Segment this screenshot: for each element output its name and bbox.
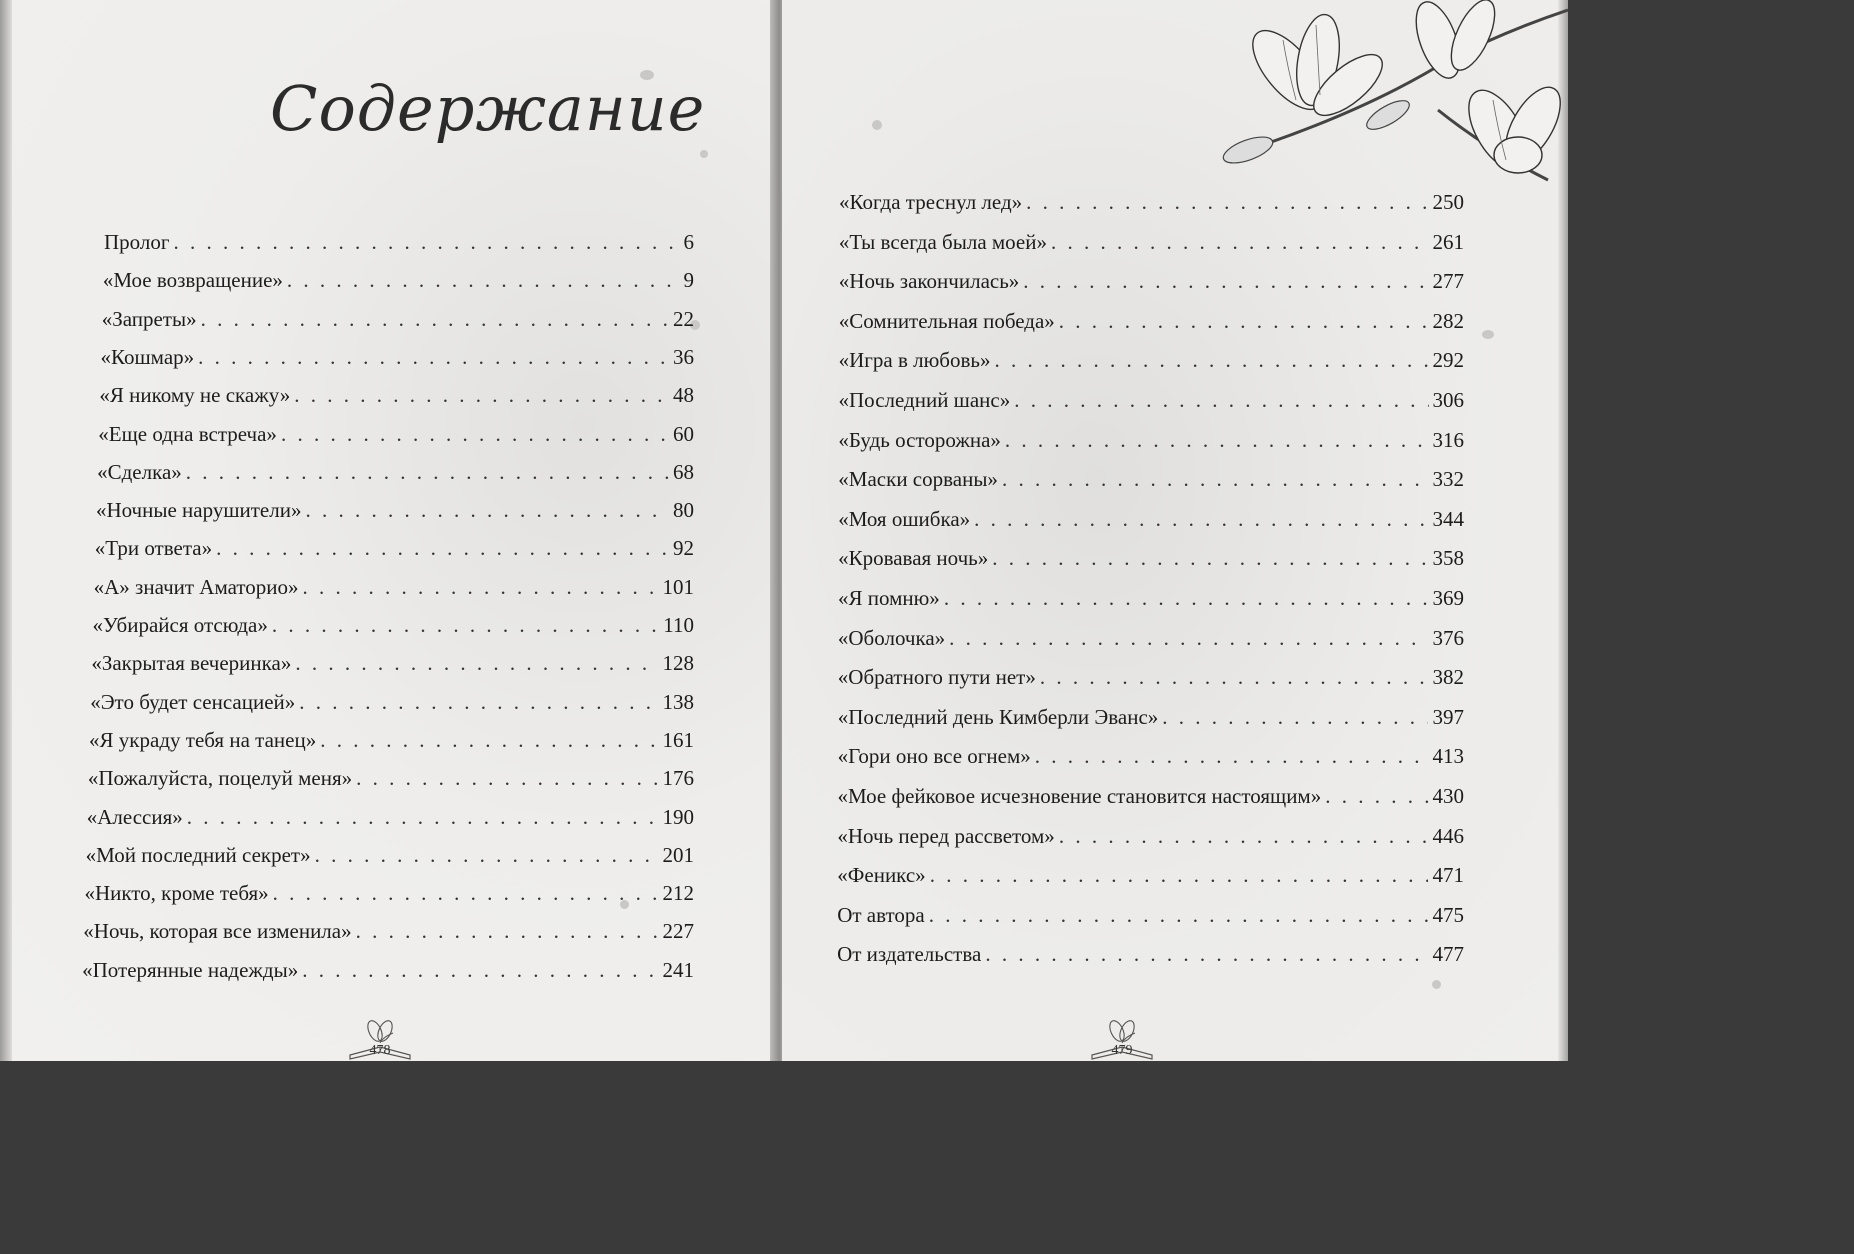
toc-entry-title: «Кошмар» <box>100 344 195 369</box>
toc-entry-title: «Игра в любовь» <box>838 348 991 373</box>
toc-entry <box>838 428 1464 453</box>
toc-entry-title: «Маски сорваны» <box>838 467 998 492</box>
toc-entry <box>838 546 1464 571</box>
toc-entry-title: «Я помню» <box>838 586 940 610</box>
toc-entry <box>84 881 694 906</box>
toc-entry-title: «Это будет сенсацией» <box>90 689 296 714</box>
dot-leader <box>992 546 1428 571</box>
dot-leader <box>1023 269 1428 294</box>
toc-entry-page: 60 <box>673 421 694 446</box>
toc-entry-title: «Закрытая вечеринка» <box>91 651 292 676</box>
toc-entry-title: «Я никому не скажу» <box>99 383 291 408</box>
toc-entry-title: «Кровавая ночь» <box>838 546 989 571</box>
toc-entry-title: Пролог <box>104 230 170 254</box>
dot-leader <box>929 903 1429 928</box>
toc-entry-title: «Ночные нарушители» <box>95 498 302 523</box>
dot-leader <box>302 958 658 983</box>
toc-entry-page: 430 <box>1432 784 1464 808</box>
toc-entry-page: 6 <box>683 230 694 254</box>
toc-entry-page: 128 <box>662 651 694 676</box>
toc-entry <box>101 345 694 370</box>
toc-entry-title: «Сделка» <box>97 459 182 484</box>
toc-entry-page: 227 <box>662 919 694 944</box>
toc-entry-title: «Пожалуйста, поцелуй меня» <box>87 766 353 791</box>
dot-leader <box>949 626 1428 651</box>
toc-entry-page: 250 <box>1432 190 1464 214</box>
toc-entry-title: «Последний день Кимберли Эванс» <box>837 704 1159 729</box>
toc-entry-page: 477 <box>1432 942 1464 967</box>
toc-entry <box>96 498 694 523</box>
dot-leader <box>1035 744 1429 769</box>
dot-leader <box>273 881 659 906</box>
toc-entry-page: 101 <box>662 574 694 599</box>
toc-entry <box>838 626 1464 651</box>
toc-entry-title: «Обратного пути нет» <box>837 665 1036 690</box>
toc-entry-title: «Когда треснул лед» <box>839 190 1023 214</box>
ink-speck <box>700 150 708 158</box>
dot-leader <box>974 507 1428 532</box>
toc-entry-title: «Мое фейковое исчезновение становится настоящим» <box>837 784 1322 808</box>
toc-entry <box>838 507 1464 532</box>
dot-leader <box>295 651 658 676</box>
dot-leader <box>272 613 659 638</box>
toc-entry <box>104 230 694 255</box>
dot-leader <box>173 230 679 255</box>
toc-entry <box>93 613 695 638</box>
toc-entry-title: «Ты всегда была моей» <box>838 229 1047 254</box>
page-edge <box>0 0 12 1061</box>
toc-entry-page: 306 <box>1432 388 1464 412</box>
toc-entry-page: 241 <box>662 957 694 982</box>
toc-entry-page: 68 <box>672 459 694 484</box>
dot-leader <box>315 843 659 868</box>
dot-leader <box>186 460 669 485</box>
toc-entry-title: «Ночь перед рассветом» <box>837 823 1055 848</box>
toc-entry-title: «Феникс» <box>837 863 926 888</box>
ink-speck <box>872 120 882 130</box>
toc-entry-title: «Убирайся отсюда» <box>92 613 268 637</box>
toc-entry-title: «Ночь закончилась» <box>838 269 1020 294</box>
toc-entry <box>839 269 1464 294</box>
toc-entry-page: 9 <box>683 268 694 293</box>
toc-entry-page: 475 <box>1432 902 1464 927</box>
toc-entry-page: 376 <box>1432 625 1464 650</box>
toc-entry <box>838 586 1464 611</box>
toc-entry <box>839 230 1464 255</box>
toc-entry-page: 190 <box>662 804 694 829</box>
toc-entry-page: 48 <box>672 383 694 408</box>
toc-entry-page: 369 <box>1432 586 1464 610</box>
toc-entry-title: «Ночь, которая все изменила» <box>83 919 352 944</box>
dot-leader <box>281 422 669 447</box>
toc-entry-page: 471 <box>1432 863 1464 888</box>
dot-leader <box>305 498 669 523</box>
dot-leader <box>1325 784 1428 809</box>
dot-leader <box>1059 309 1429 334</box>
toc-entry <box>91 651 694 676</box>
dot-leader <box>287 268 680 293</box>
dot-leader <box>1026 190 1428 215</box>
toc-entry-page: 292 <box>1432 348 1464 373</box>
dot-leader <box>294 383 669 408</box>
toc-entry-page: 277 <box>1432 269 1464 294</box>
toc-entry <box>837 942 1464 967</box>
toc-entry-title: «Гори оно все огнем» <box>837 744 1031 769</box>
dot-leader <box>1014 388 1428 413</box>
toc-entry <box>83 919 694 944</box>
dot-leader <box>216 536 669 561</box>
dot-leader <box>356 919 659 944</box>
toc-entry-page: 138 <box>662 689 694 714</box>
page-title: Содержание <box>270 72 706 145</box>
toc-entry-page: 316 <box>1432 427 1464 452</box>
toc-entry <box>837 824 1464 849</box>
dot-leader <box>1051 230 1428 255</box>
dot-leader <box>187 805 659 830</box>
toc-entry <box>839 190 1464 215</box>
dot-leader <box>1059 824 1429 849</box>
dot-leader <box>320 728 658 753</box>
dot-leader <box>1162 705 1428 730</box>
dot-leader <box>1002 467 1429 492</box>
right-page <box>782 0 1568 1061</box>
toc-entry-page: 201 <box>662 842 694 867</box>
dot-leader <box>299 690 658 715</box>
toc-entry <box>837 863 1464 888</box>
toc-entry <box>94 575 694 600</box>
page-number-right: 479 <box>1087 1011 1157 1061</box>
toc-entry-title: «Алессия» <box>86 804 183 829</box>
toc-entry-page: 110 <box>663 613 694 637</box>
toc-entry-title: «Сомнительная победа» <box>838 308 1055 333</box>
toc-entry <box>103 268 694 293</box>
toc-entry-title: От автора <box>837 902 925 927</box>
toc-entry <box>97 460 694 485</box>
toc-entry-title: «Запреты» <box>101 306 197 331</box>
toc-entry <box>87 805 694 830</box>
toc-entry-title: «Я украду тебя на танец» <box>89 727 317 752</box>
toc-entry-page: 261 <box>1432 229 1464 254</box>
toc-entry <box>839 388 1465 413</box>
toc-entry-page: 282 <box>1432 308 1464 333</box>
magnolia-branch-icon <box>1188 0 1568 200</box>
toc-entry-title: «Еще одна встреча» <box>98 421 277 446</box>
dot-leader <box>1040 665 1429 690</box>
toc-entry-title: «Мой последний секрет» <box>85 842 311 867</box>
dot-leader <box>930 863 1429 888</box>
dot-leader <box>944 586 1429 611</box>
toc-entry-title: «Будь осторожна» <box>838 427 1001 452</box>
toc-entry-page: 161 <box>662 727 694 752</box>
toc-entry <box>838 744 1464 769</box>
dot-leader <box>1005 428 1429 453</box>
toc-entry-page: 92 <box>672 536 694 561</box>
toc-entry-page: 413 <box>1432 744 1464 769</box>
toc-entry <box>98 422 694 447</box>
dot-leader <box>201 307 669 332</box>
left-page <box>0 0 776 1061</box>
toc-entry-title: «А» значит Аматорио» <box>93 574 299 599</box>
toc-entry <box>99 383 694 408</box>
toc-entry-title: «Моя ошибка» <box>838 506 971 531</box>
dot-leader <box>985 942 1428 967</box>
toc-entry-page: 397 <box>1432 704 1464 729</box>
toc-entry-page: 332 <box>1432 467 1464 492</box>
dot-leader <box>356 766 658 791</box>
toc-entry-title: «Потерянные надежды» <box>82 957 299 982</box>
toc-entry-page: 36 <box>672 344 694 369</box>
toc-entry <box>89 728 694 753</box>
toc-entry-title: «Последний шанс» <box>838 388 1011 412</box>
toc-entry-page: 344 <box>1432 506 1464 531</box>
page-number-left: 478 <box>345 1011 415 1061</box>
toc-entry <box>95 536 694 561</box>
toc-entry-page: 212 <box>662 881 694 906</box>
toc-entry-page: 446 <box>1432 823 1464 848</box>
toc-entry <box>838 705 1464 730</box>
ink-speck <box>1432 980 1441 989</box>
toc-entry <box>82 958 694 983</box>
toc-entry-page: 358 <box>1432 546 1464 571</box>
ink-speck <box>1482 330 1494 339</box>
toc-entry <box>90 690 694 715</box>
toc-entry <box>838 784 1465 809</box>
toc-entry-title: «Никто, кроме тебя» <box>84 881 269 906</box>
toc-entry-page: 176 <box>662 766 694 791</box>
dot-leader <box>303 575 659 600</box>
toc-entry <box>839 348 1464 373</box>
toc-entry <box>839 309 1464 334</box>
toc-entry-title: От издательства <box>837 942 982 967</box>
toc-entry <box>838 665 1464 690</box>
toc-entry-page: 382 <box>1432 665 1464 690</box>
toc-entry-title: «Оболочка» <box>837 625 946 650</box>
toc-entry <box>86 843 694 868</box>
toc-entry-title: «Мое возвращение» <box>102 268 283 293</box>
toc-entry-page: 80 <box>672 498 694 523</box>
toc-entry <box>102 307 694 332</box>
toc-entry <box>837 903 1464 928</box>
toc-entry <box>838 467 1464 492</box>
dot-leader <box>198 345 669 370</box>
toc-entry <box>88 766 694 791</box>
toc-entry-title: «Три ответа» <box>94 536 213 561</box>
dot-leader <box>994 348 1428 373</box>
toc-entry-page: 22 <box>672 306 694 331</box>
